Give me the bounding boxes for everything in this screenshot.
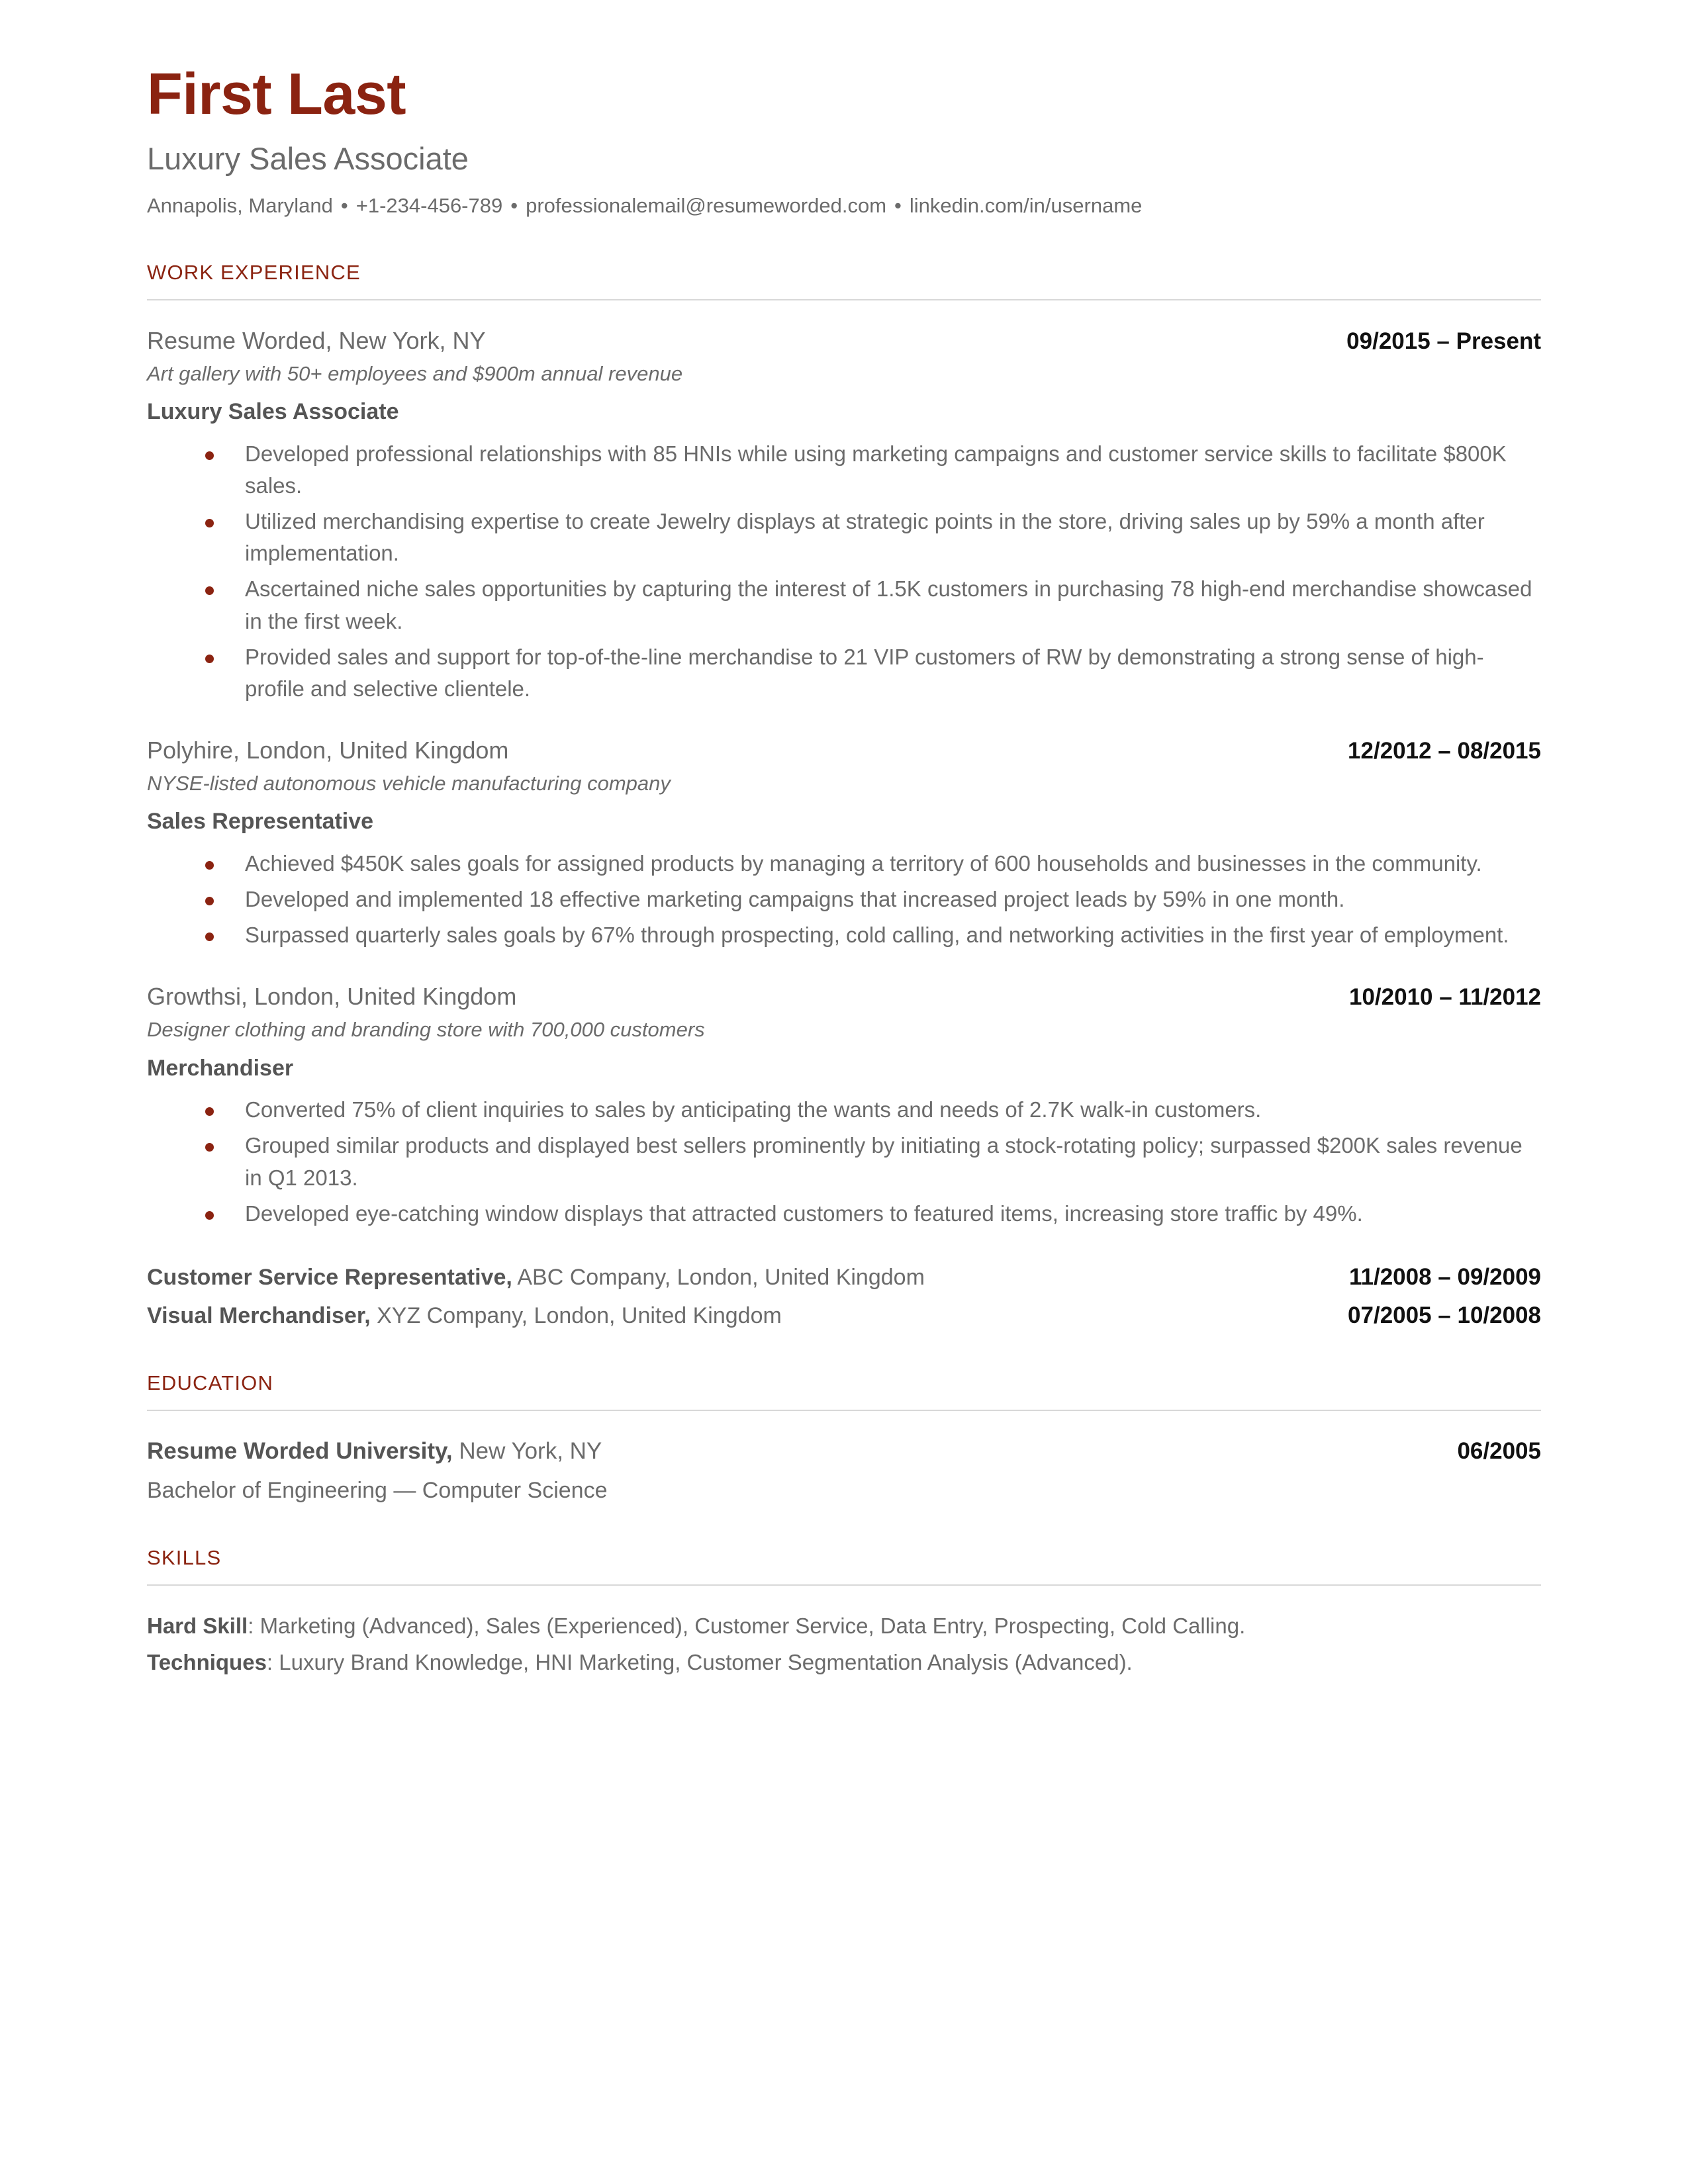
job-entry	[147, 735, 1541, 951]
section-education	[147, 1371, 1541, 1505]
compact-job-label	[147, 1301, 782, 1330]
job-company: Growthsi, London, United Kingdom	[147, 983, 517, 1011]
section-skills	[147, 1546, 1541, 1678]
education-school: Resume Worded University,	[147, 1438, 453, 1465]
job-bullet: Developed professional relationships with 85 HNIs while using marketing campaigns and customer service skills to facilitate $800K sales.	[147, 438, 1541, 502]
resume-header	[147, 61, 1541, 220]
skill-line	[147, 1647, 1541, 1678]
job-dates: 09/2015 – Present	[1346, 328, 1541, 354]
candidate-headline: Luxury Sales Associate	[147, 141, 469, 177]
education-entry	[147, 1436, 1541, 1505]
compact-job-label	[147, 1263, 925, 1292]
job-dates: 10/2010 – 11/2012	[1348, 984, 1541, 1011]
skill-value: : Luxury Brand Knowledge, HNI Marketing, Customer Segmentation Analysis (Advanced).	[266, 1649, 1133, 1674]
contact-email[interactable]: professionalemail@resumeworded.com	[526, 194, 887, 218]
resume-content	[147, 61, 1541, 1678]
section-divider-education	[147, 1410, 1541, 1411]
contact-separator-3: •	[894, 194, 902, 218]
job-bullet-list	[147, 1094, 1541, 1230]
contact-linkedin[interactable]: linkedin.com/in/username	[909, 194, 1143, 218]
contact-separator-1: •	[340, 194, 348, 218]
job-entry	[147, 326, 1541, 705]
compact-job-row	[147, 1301, 1541, 1330]
job-bullet-list	[147, 438, 1541, 705]
job-description: NYSE-listed autonomous vehicle manufacturing company	[147, 772, 671, 796]
skill-label: Hard Skill	[147, 1613, 248, 1638]
job-bullet: Converted 75% of client inquiries to sales by anticipating the wants and needs of 2.7K walk-in customers.	[147, 1094, 1541, 1126]
job-company: Resume Worded, New York, NY	[147, 326, 486, 354]
job-description: Art gallery with 50+ employees and $900m annual revenue	[147, 361, 683, 385]
contact-phone: +1-234-456-789	[355, 194, 503, 218]
education-header-row	[147, 1436, 1541, 1467]
skill-value: : Marketing (Advanced), Sales (Experienced), Customer Service, Data Entry, Prospecting, Cold Calling.	[248, 1613, 1246, 1638]
compact-job-title: Customer Service Representative,	[147, 1264, 512, 1290]
compact-job-dates: 07/2005 – 10/2008	[1348, 1302, 1541, 1329]
section-divider-work	[147, 299, 1541, 300]
education-date: 06/2005	[1457, 1438, 1541, 1465]
job-bullet: Utilized merchandising expertise to create Jewelry displays at strategic points in the store, driving sales up by 59% a month after implementation.	[147, 506, 1541, 569]
job-bullet-list	[147, 848, 1541, 952]
job-title: Sales Representative	[147, 809, 374, 835]
section-title-work: WORK EXPERIENCE	[147, 260, 361, 284]
job-bullet: Grouped similar products and displayed best sellers prominently by initiating a stock-rotating policy; surpassed $200K sales revenue in Q1 2013.	[147, 1130, 1541, 1193]
job-dates: 12/2012 – 08/2015	[1348, 738, 1541, 764]
section-title-education: EDUCATION	[147, 1371, 274, 1395]
compact-job-row	[147, 1263, 1541, 1292]
job-header-row	[147, 735, 1541, 765]
skill-label: Techniques	[147, 1649, 267, 1674]
job-header-row	[147, 981, 1541, 1011]
education-school-line	[147, 1436, 602, 1467]
compact-job-company: ABC Company, London, United Kingdom	[512, 1264, 925, 1290]
contact-separator-2: •	[510, 194, 518, 218]
job-bullet: Developed eye-catching window displays that attracted customers to featured items, increasing store traffic by 49%.	[147, 1198, 1541, 1230]
job-bullet: Ascertained niche sales opportunities by capturing the interest of 1.5K customers in purchasing 78 high-end merchandise showcased in the first week.	[147, 573, 1541, 637]
job-company: Polyhire, London, United Kingdom	[147, 737, 509, 764]
job-bullet: Surpassed quarterly sales goals by 67% through prospecting, cold calling, and networking activities in the first year of employment.	[147, 919, 1541, 951]
job-entry	[147, 981, 1541, 1229]
skill-line	[147, 1611, 1541, 1642]
job-header-row	[147, 326, 1541, 355]
compact-job-dates: 11/2008 – 09/2009	[1348, 1263, 1541, 1290]
section-divider-skills	[147, 1584, 1541, 1586]
compact-job-title: Visual Merchandiser,	[147, 1303, 371, 1329]
job-title: Merchandiser	[147, 1055, 294, 1081]
job-bullet: Provided sales and support for top-of-the-line merchandise to 21 VIP customers of RW by demonstrating a strong sense of high-profile and selective clientele.	[147, 641, 1541, 705]
section-work-experience	[147, 261, 1541, 1330]
education-location: New York, NY	[452, 1438, 602, 1465]
compact-job-list	[147, 1263, 1541, 1330]
section-title-skills: SKILLS	[147, 1545, 222, 1569]
job-bullet: Developed and implemented 18 effective marketing campaigns that increased project leads by 59% in one month.	[147, 884, 1541, 915]
job-title: Luxury Sales Associate	[147, 399, 399, 425]
contact-line	[147, 192, 1541, 220]
job-bullet: Achieved $450K sales goals for assigned products by managing a territory of 600 households and businesses in the community.	[147, 848, 1541, 880]
candidate-name: First Last	[147, 61, 406, 126]
compact-job-company: XYZ Company, London, United Kingdom	[370, 1303, 782, 1329]
education-degree: Bachelor of Engineering — Computer Science	[147, 1477, 608, 1503]
job-description: Designer clothing and branding store with 700,000 customers	[147, 1018, 705, 1042]
contact-location: Annapolis, Maryland	[147, 194, 333, 218]
